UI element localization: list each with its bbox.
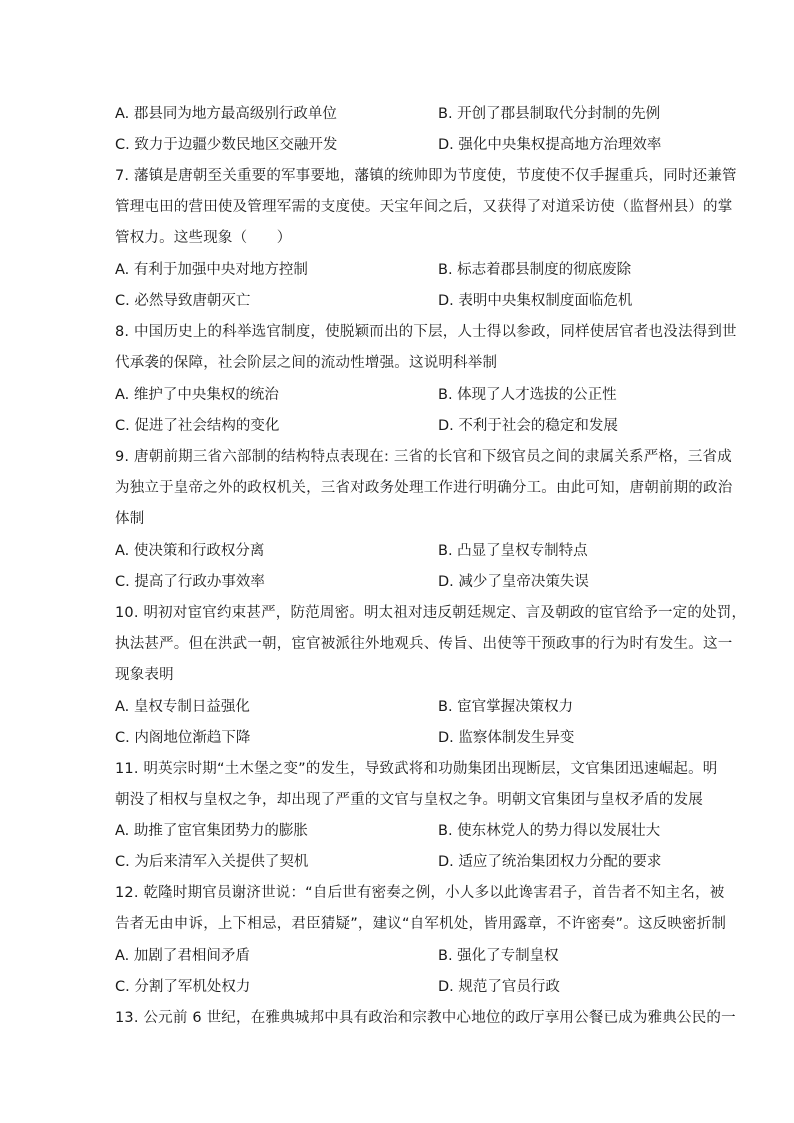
question-text-line: 朝没了相权与皇权之争，却出现了严重的文官与皇权之争。明朝文官集团与皇权矛盾的发展: [115, 792, 703, 808]
answer-option: A. 使决策和行政权分离: [115, 543, 265, 559]
answer-option: C. 为后来清军入关提供了契机: [115, 854, 309, 870]
answer-option: D. 适应了统治集团权力分配的要求: [438, 854, 662, 870]
answer-option: A. 助推了宦官集团势力的膨胀: [115, 823, 308, 839]
question-text-line: 代承袭的保障，社会阶层之间的流动性增强。这说明科举制: [115, 355, 498, 371]
answer-option: C. 致力于边疆少数民地区交融开发: [115, 137, 338, 153]
answer-option: B. 凸显了皇权专制特点: [438, 543, 588, 559]
answer-option: D. 监察体制发生异变: [438, 730, 575, 746]
question-text-line: 管权力。这些现象（ ）: [115, 230, 292, 246]
answer-option: D. 规范了官员行政: [438, 979, 560, 995]
question-text-line: 管理屯田的营田使及管理军需的支度使。天宝年间之后，又获得了对道采访使（监督州县）的掌: [115, 199, 733, 215]
question-text-line: 9. 唐朝前期三省六部制的结构特点表现在: 三省的长官和下级官员之间的隶属关系严格，三省成: [115, 449, 732, 465]
answer-option: D. 减少了皇帝决策失误: [438, 574, 589, 590]
question-text-line: 11. 明英宗时期“土木堡之变”的发生，导致武将和功勋集团出现断层，文官集团迅速崛起。明: [115, 761, 718, 777]
answer-option: C. 内阁地位渐趋下降: [115, 730, 251, 746]
answer-option: A. 有利于加强中央对地方控制: [115, 262, 308, 278]
question-text-line: 10. 明初对宦官约束甚严，防范周密。明太祖对违反朝廷规定、言及朝政的宦官给予一定的处罚，: [115, 605, 747, 621]
answer-option: B. 宦官掌握决策权力: [438, 699, 574, 715]
answer-option: C. 必然导致唐朝灭亡: [115, 293, 251, 309]
question-text-line: 13. 公元前 6 世纪，在雅典城邦中具有政治和宗教中心地位的政厅享用公餐已成为雅典公民的一: [115, 1010, 736, 1026]
answer-option: B. 标志着郡县制度的彻底废除: [438, 262, 632, 278]
answer-option: B. 体现了人才选拔的公正性: [438, 387, 617, 403]
question-text-line: 7. 藩镇是唐朝至关重要的军事要地，藩镇的统帅即为节度使，节度使不仅手握重兵，同时还兼管: [115, 168, 737, 184]
answer-option: D. 强化中央集权提高地方治理效率: [438, 137, 662, 153]
question-text-line: 为独立于皇帝之外的政权机关，三省对政务处理工作进行明确分工。由此可知，唐朝前期的政治: [115, 480, 733, 496]
question-text-line: 8. 中国历史上的科举选官制度，使脱颖而出的下层，人士得以参政，同样使居官者也没法得到世: [115, 324, 737, 340]
answer-option: C. 促进了社会结构的变化: [115, 418, 280, 434]
answer-option: D. 表明中央集权制度面临危机: [438, 293, 633, 309]
answer-option: B. 开创了郡县制取代分封制的先例: [438, 106, 661, 122]
answer-option: B. 使东林党人的势力得以发展壮大: [438, 823, 661, 839]
question-text-line: 12. 乾隆时期官员谢济世说：“自后世有密奏之例，小人多以此谗害君子，首告者不知主名，被: [115, 885, 725, 901]
question-text-line: 告者无由申诉，上下相忌，君臣猜疑”，建议“自军机处，皆用露章，不许密奏”。这反映密折制: [115, 916, 727, 932]
answer-option: D. 不利于社会的稳定和发展: [438, 418, 618, 434]
answer-option: C. 分割了军机处权力: [115, 979, 251, 995]
question-text-line: 体制: [115, 511, 145, 527]
question-text-line: 执法甚严。但在洪武一朝，宦官被派往外地观兵、传旨、出使等干预政事的行为时有发生。这一: [115, 636, 733, 652]
answer-option: A. 郡县同为地方最高级别行政单位: [115, 106, 337, 122]
answer-option: A. 皇权专制日益强化: [115, 699, 250, 715]
question-text-line: 现象表明: [115, 667, 174, 683]
answer-option: B. 强化了专制皇权: [438, 948, 559, 964]
answer-option: C. 提高了行政办事效率: [115, 574, 265, 590]
answer-option: A. 加剧了君相间矛盾: [115, 948, 250, 964]
answer-option: A. 维护了中央集权的统治: [115, 387, 279, 403]
